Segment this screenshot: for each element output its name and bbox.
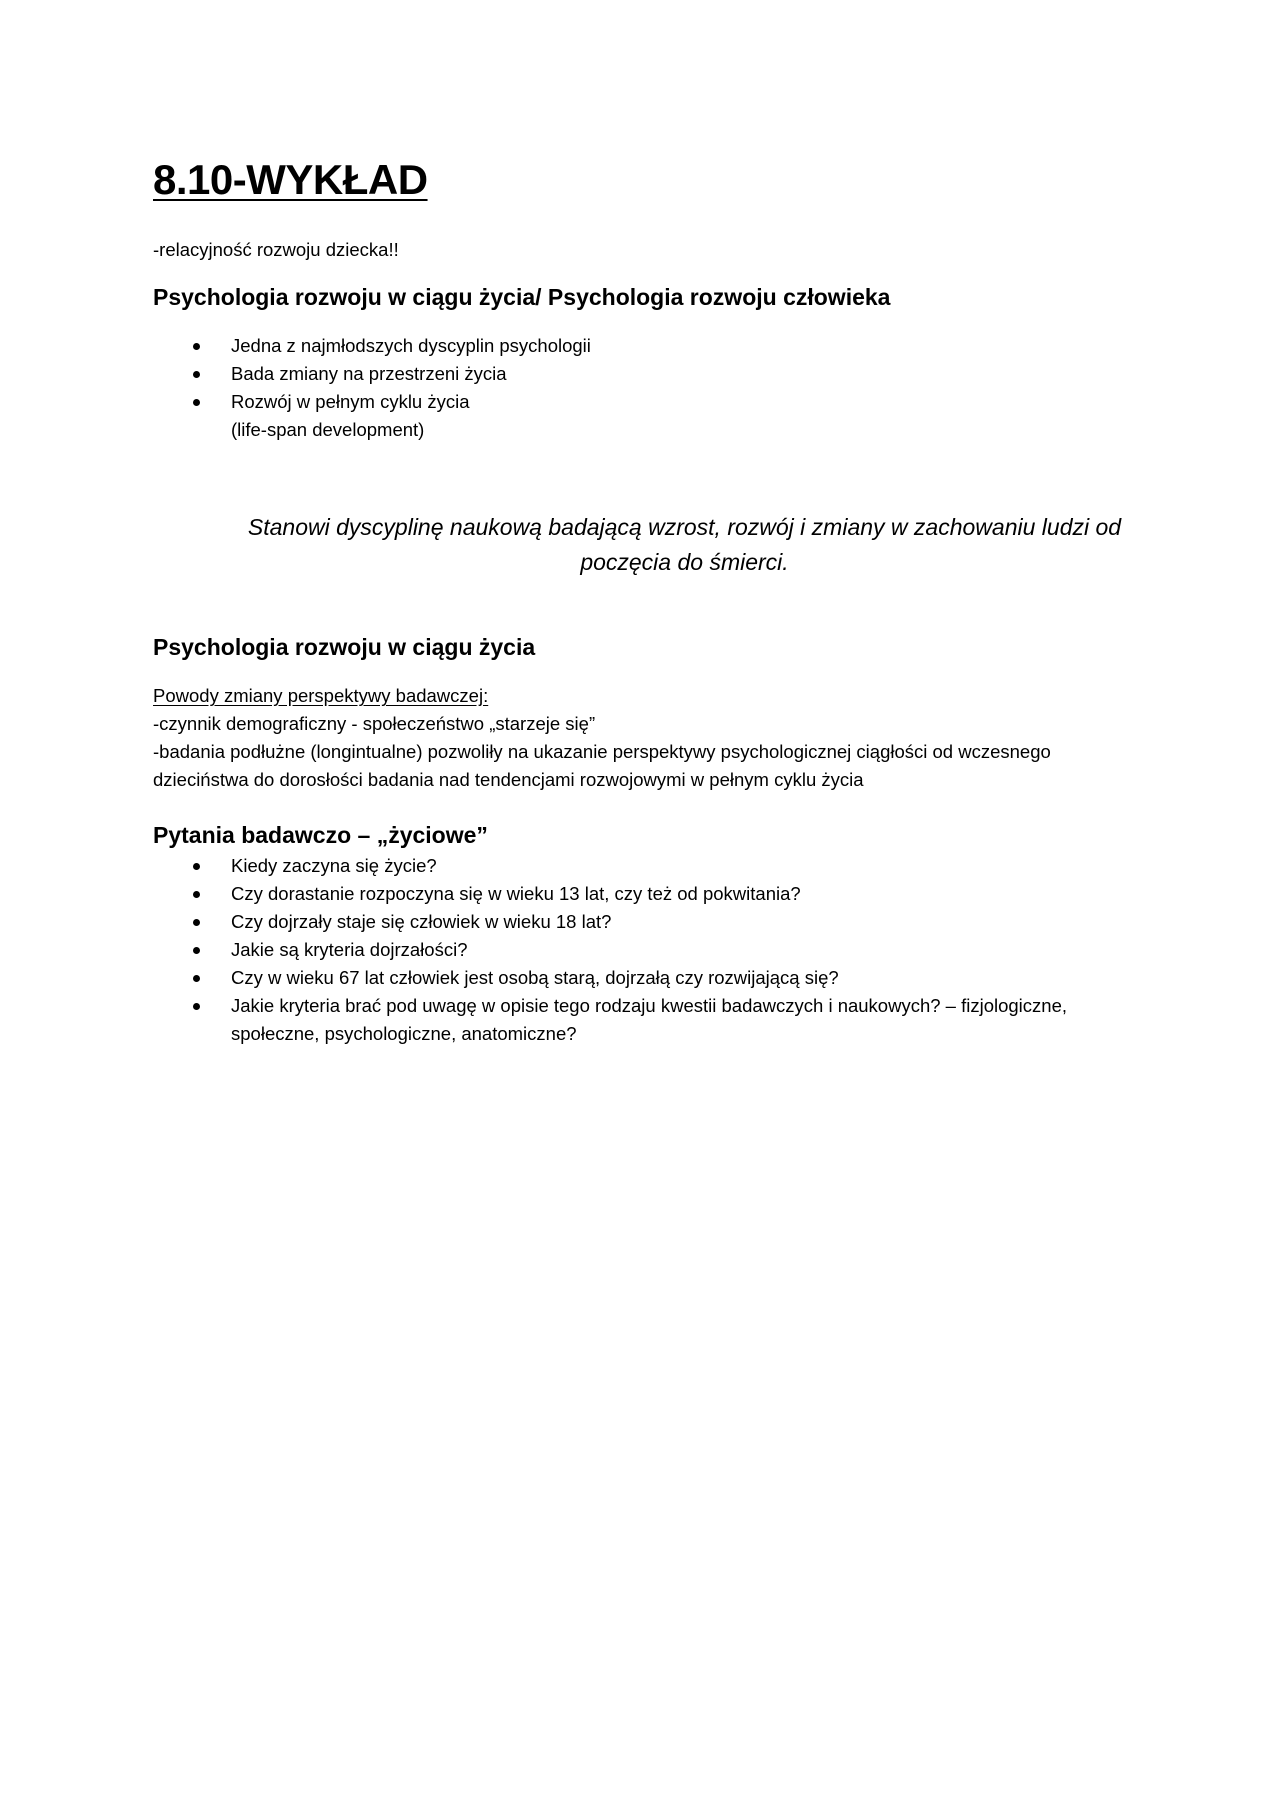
bullet-icon bbox=[193, 947, 200, 954]
section-3-bullet-list bbox=[153, 852, 1138, 1048]
bullet-continuation: (life-span development) bbox=[231, 419, 425, 440]
bullet-icon bbox=[193, 863, 200, 870]
section-1-bullet-list bbox=[153, 332, 1138, 416]
document-page bbox=[153, 150, 1138, 1048]
bullet-icon bbox=[193, 371, 200, 378]
section-2-subheading: Powody zmiany perspektywy badawczej: bbox=[153, 685, 489, 706]
bullet-icon bbox=[193, 343, 200, 350]
list-item: Kiedy zaczyna się życie? bbox=[153, 852, 1138, 880]
document-title: 8.10-WYKŁAD bbox=[153, 156, 428, 203]
list-item: Jedna z najmłodszych dyscyplin psychologii bbox=[153, 332, 1138, 360]
section-2-line-2: -badania podłużne (longintualne) pozwoliły na ukazanie perspektywy psychologicznej ciągłości od wczesnego dzieciństwa do dorosłości badania nad tendencjami rozwojowymi w pełnym cyklu życia bbox=[153, 741, 1051, 790]
list-item: Jakie są kryteria dojrzałości? bbox=[153, 936, 1138, 964]
definition-quote: Stanowi dyscyplinę naukową badającą wzrost, rozwój i zmiany w zachowaniu ludzi od poczęcia do śmierci. bbox=[247, 514, 1122, 575]
list-item: Rozwój w pełnym cyklu życia bbox=[153, 388, 1138, 416]
list-item: Czy w wieku 67 lat człowiek jest osobą starą, dojrzałą czy rozwijającą się? bbox=[153, 964, 1138, 992]
bullet-icon bbox=[193, 975, 200, 982]
bullet-icon bbox=[193, 1003, 200, 1010]
list-item: Bada zmiany na przestrzeni życia bbox=[153, 360, 1138, 388]
section-2-line-1: -czynnik demograficzny - społeczeństwo „starzeje się” bbox=[153, 713, 596, 734]
bullet-icon bbox=[193, 891, 200, 898]
section-3-heading: Pytania badawczo – „życiowe” bbox=[153, 822, 488, 848]
list-item: Jakie kryteria brać pod uwagę w opisie tego rodzaju kwestii badawczych i naukowych? – fizjologiczne, społeczne, psychologiczne, anatomiczne? bbox=[153, 992, 1138, 1048]
section-1-heading: Psychologia rozwoju w ciągu życia/ Psychologia rozwoju człowieka bbox=[153, 284, 891, 310]
bullet-icon bbox=[193, 919, 200, 926]
bullet-icon bbox=[193, 399, 200, 406]
section-2-heading: Psychologia rozwoju w ciągu życia bbox=[153, 634, 536, 660]
list-item: Czy dojrzały staje się człowiek w wieku 18 lat? bbox=[153, 908, 1138, 936]
list-item: Czy dorastanie rozpoczyna się w wieku 13 lat, czy też od pokwitania? bbox=[153, 880, 1138, 908]
intro-note: -relacyjność rozwoju dziecka!! bbox=[153, 239, 399, 260]
